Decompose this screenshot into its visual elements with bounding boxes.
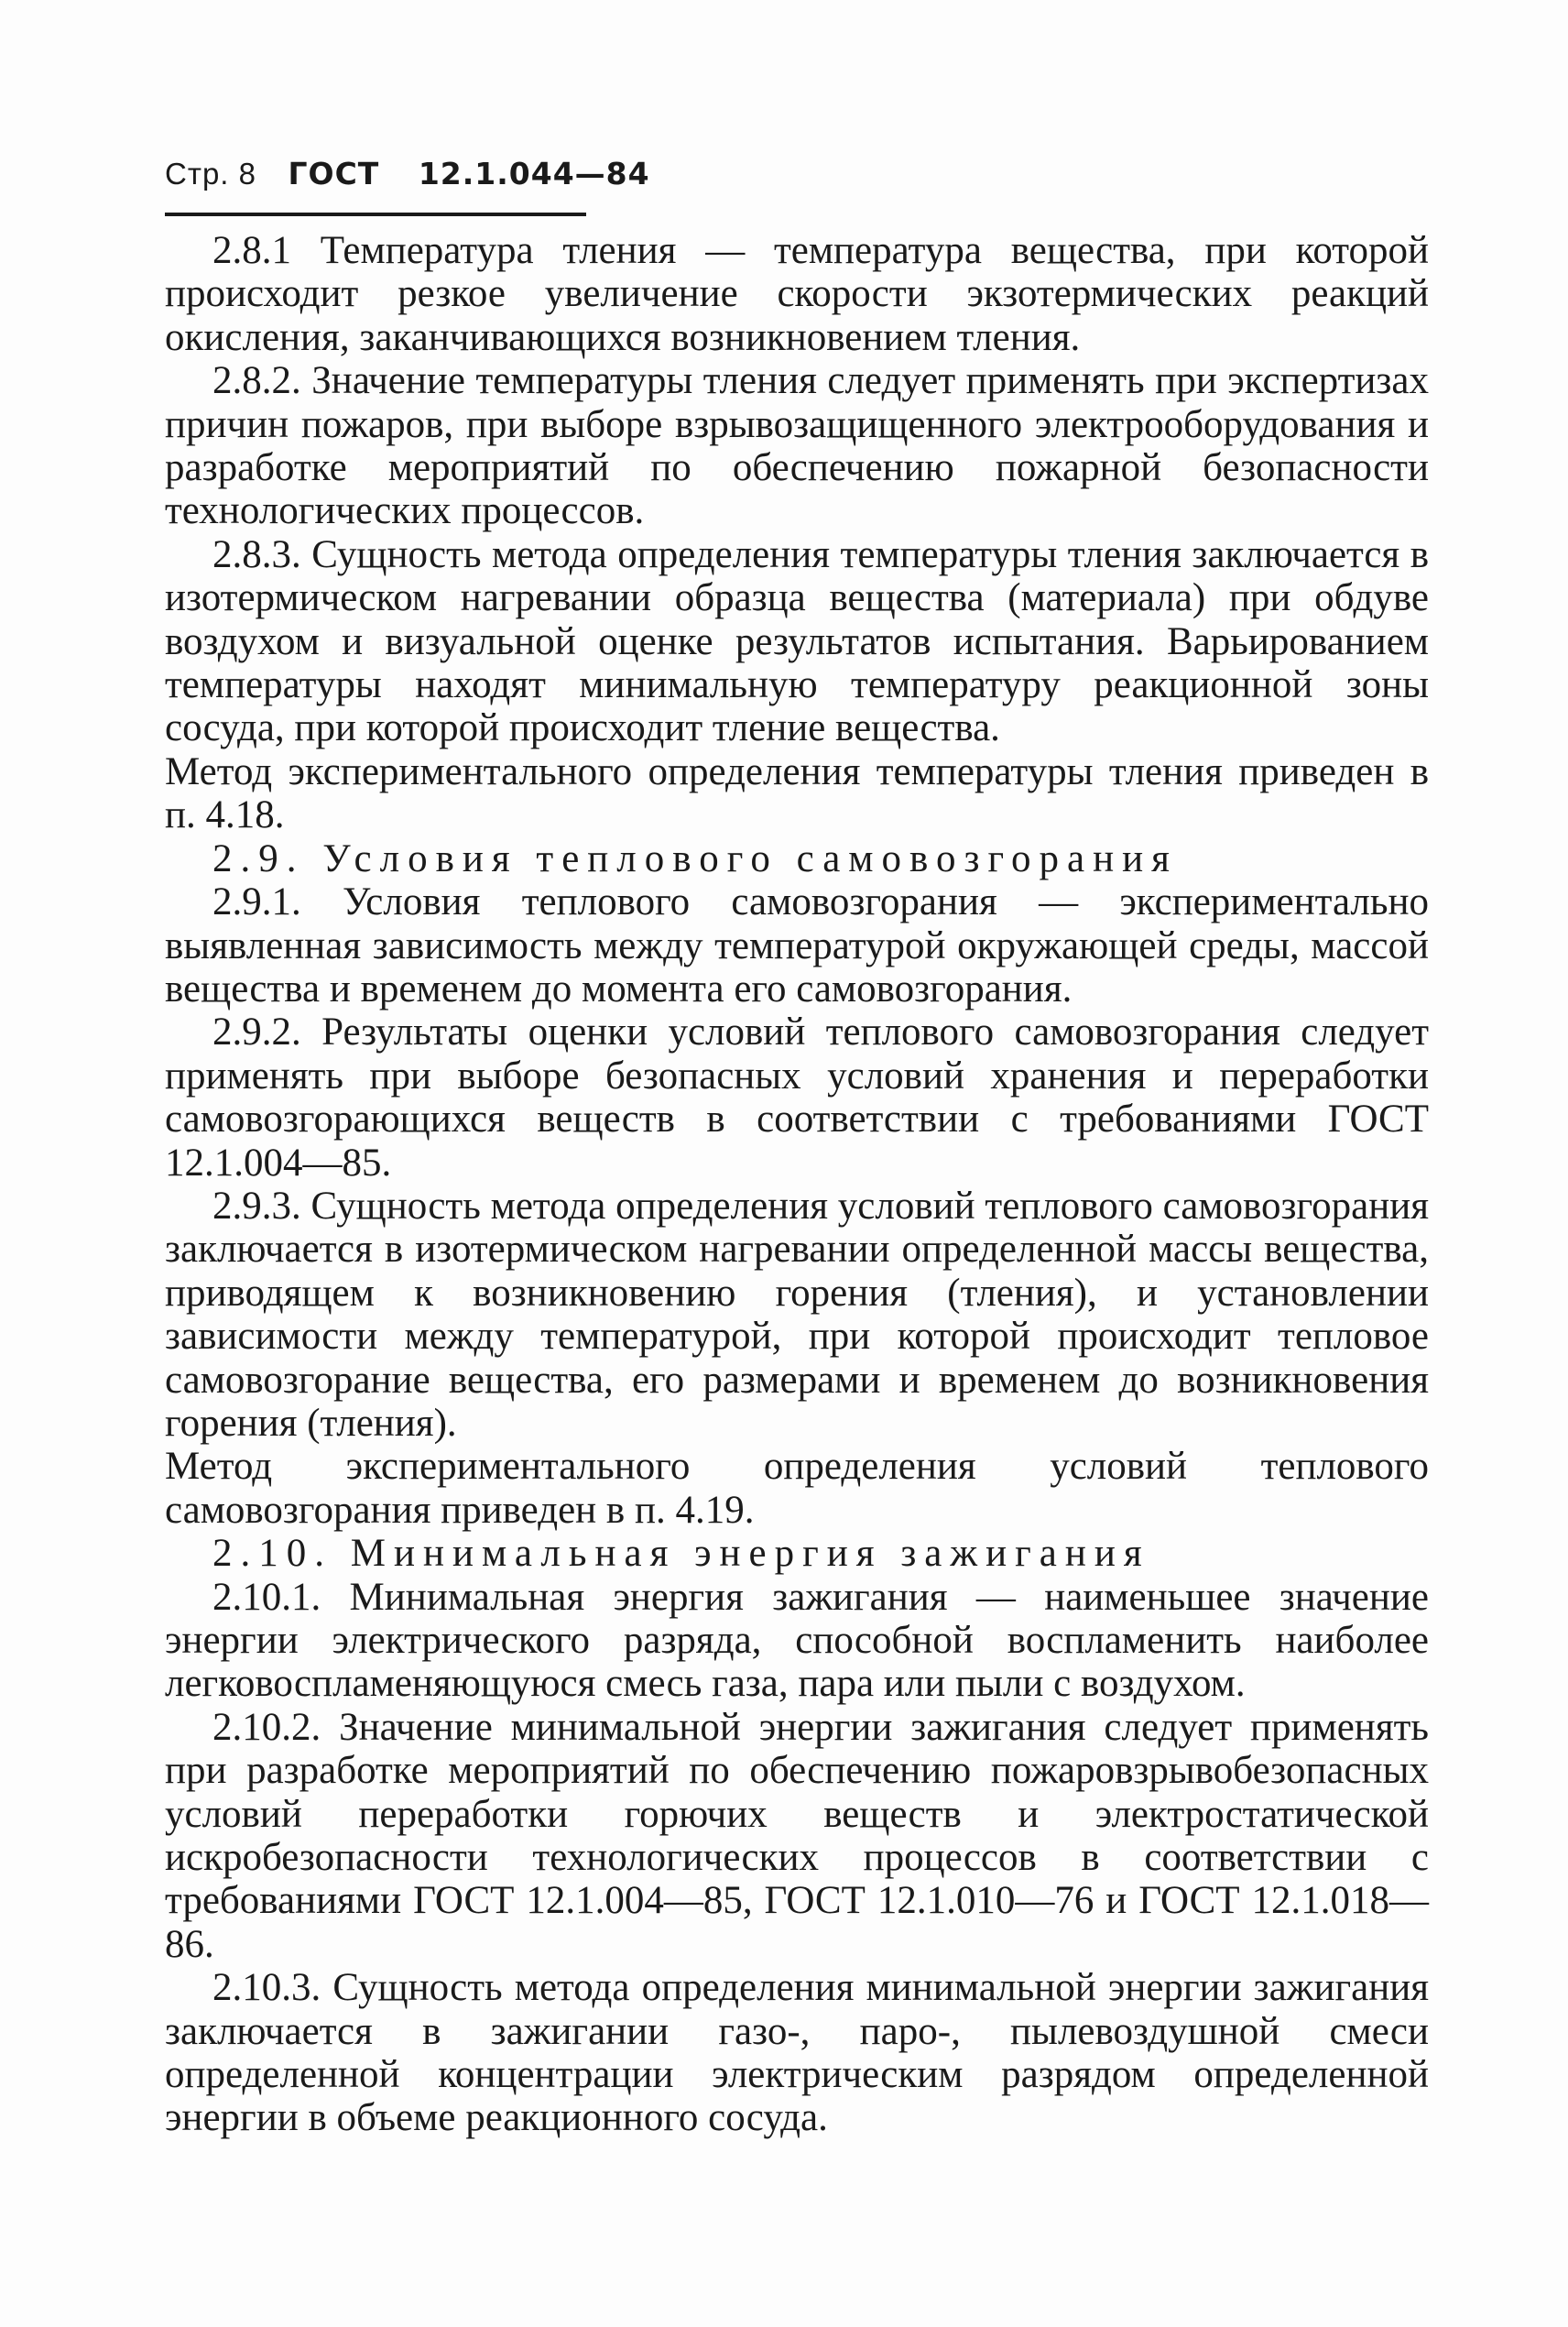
section-heading-2-9: 2.9. Условия теплового самовозгорания [212,836,1178,880]
paragraph-method-4-18: Метод экспериментального определения температуры тления приведен в п. 4.18. [165,749,1429,837]
page-header [165,156,650,191]
paragraph-2-8-3: 2.8.3. Сущность метода определения температуры тления заключается в изотермическом нагревании образца вещества (материала) при обдуве воздухом и визуальной оценке результатов испытания. Варьированием температуры находят минимальную температуру реакционной зоны сосуда, при которой происходит тление вещества. [165,532,1429,750]
paragraph-2-10-1: 2.10.1. Минимальная энергия зажигания — наименьшее значение энергии электрического разряда, способной воспламенить наиболее легковоспламеняющуюся смесь газа, пара или пыли с воздухом. [165,1575,1429,1706]
paragraph-2-8-1: 2.8.1 Температура тления — температура вещества, при которой происходит резкое увеличение скорости экзотермических реакций окисления, заканчивающихся возникновением тления. [165,229,1429,359]
paragraph-2-9-2: 2.9.2. Результаты оценки условий теплового самовозгорания следует применять при выборе безопасных условий хранения и переработки самовозгорающихся веществ в соответствии с требованиями ГОСТ 12.1.004—85. [165,1011,1429,1185]
page-number: Стр. 8 [165,157,256,191]
paragraph-method-4-19: Метод экспериментального определения условий теплового самовозгорания приведен в п. 4.19. [165,1445,1429,1532]
paragraph-2-9-1: 2.9.1. Условия теплового самовозгорания — экспериментально выявленная зависимость между температурой окружающей среды, массой вещества и временем до момента его самовозгорания. [165,880,1429,1011]
paragraph-2-10-3: 2.10.3. Сущность метода определения минимальной энергии зажигания заключается в зажигании газо-, паро-, пылевоздушной смеси определенной концентрации электрическим разрядом определенной энергии в объеме реакционного сосуда. [165,1966,1429,2140]
header-rule [165,213,586,216]
document-body [165,229,1429,2140]
paragraph-2-9-3: 2.9.3. Сущность метода определения условий теплового самовозгорания заключается в изотермическом нагревании определенной массы вещества, приводящем к возникновению горения (тления), и установлении зависимости между температурой, при которой происходит тепловое самовозгорание вещества, его размерами и временем до возникновения горения (тления). [165,1184,1429,1445]
standard-name: ГОСТ [288,156,380,191]
paragraph-2-8-2: 2.8.2. Значение температуры тления следует применять при экспертизах причин пожаров, при выборе взрывозащищенного электрооборудования и разработке мероприятий по обеспечению пожарной безопасности технологических процессов. [165,359,1429,533]
standard-number: 12.1.044—84 [418,156,650,191]
paragraph-2-10-2: 2.10.2. Значение минимальной энергии зажигания следует применять при разработке мероприятий по обеспечению пожаровзрывобезопасных условий переработки горючих веществ и электростатической искробезопасности технологических процессов в соответствии с требованиями ГОСТ 12.1.004—85, ГОСТ 12.1.010—76 и ГОСТ 12.1.018—86. [165,1705,1429,1966]
section-heading-2-10: 2.10. Минимальная энергия зажигания [212,1532,1150,1576]
